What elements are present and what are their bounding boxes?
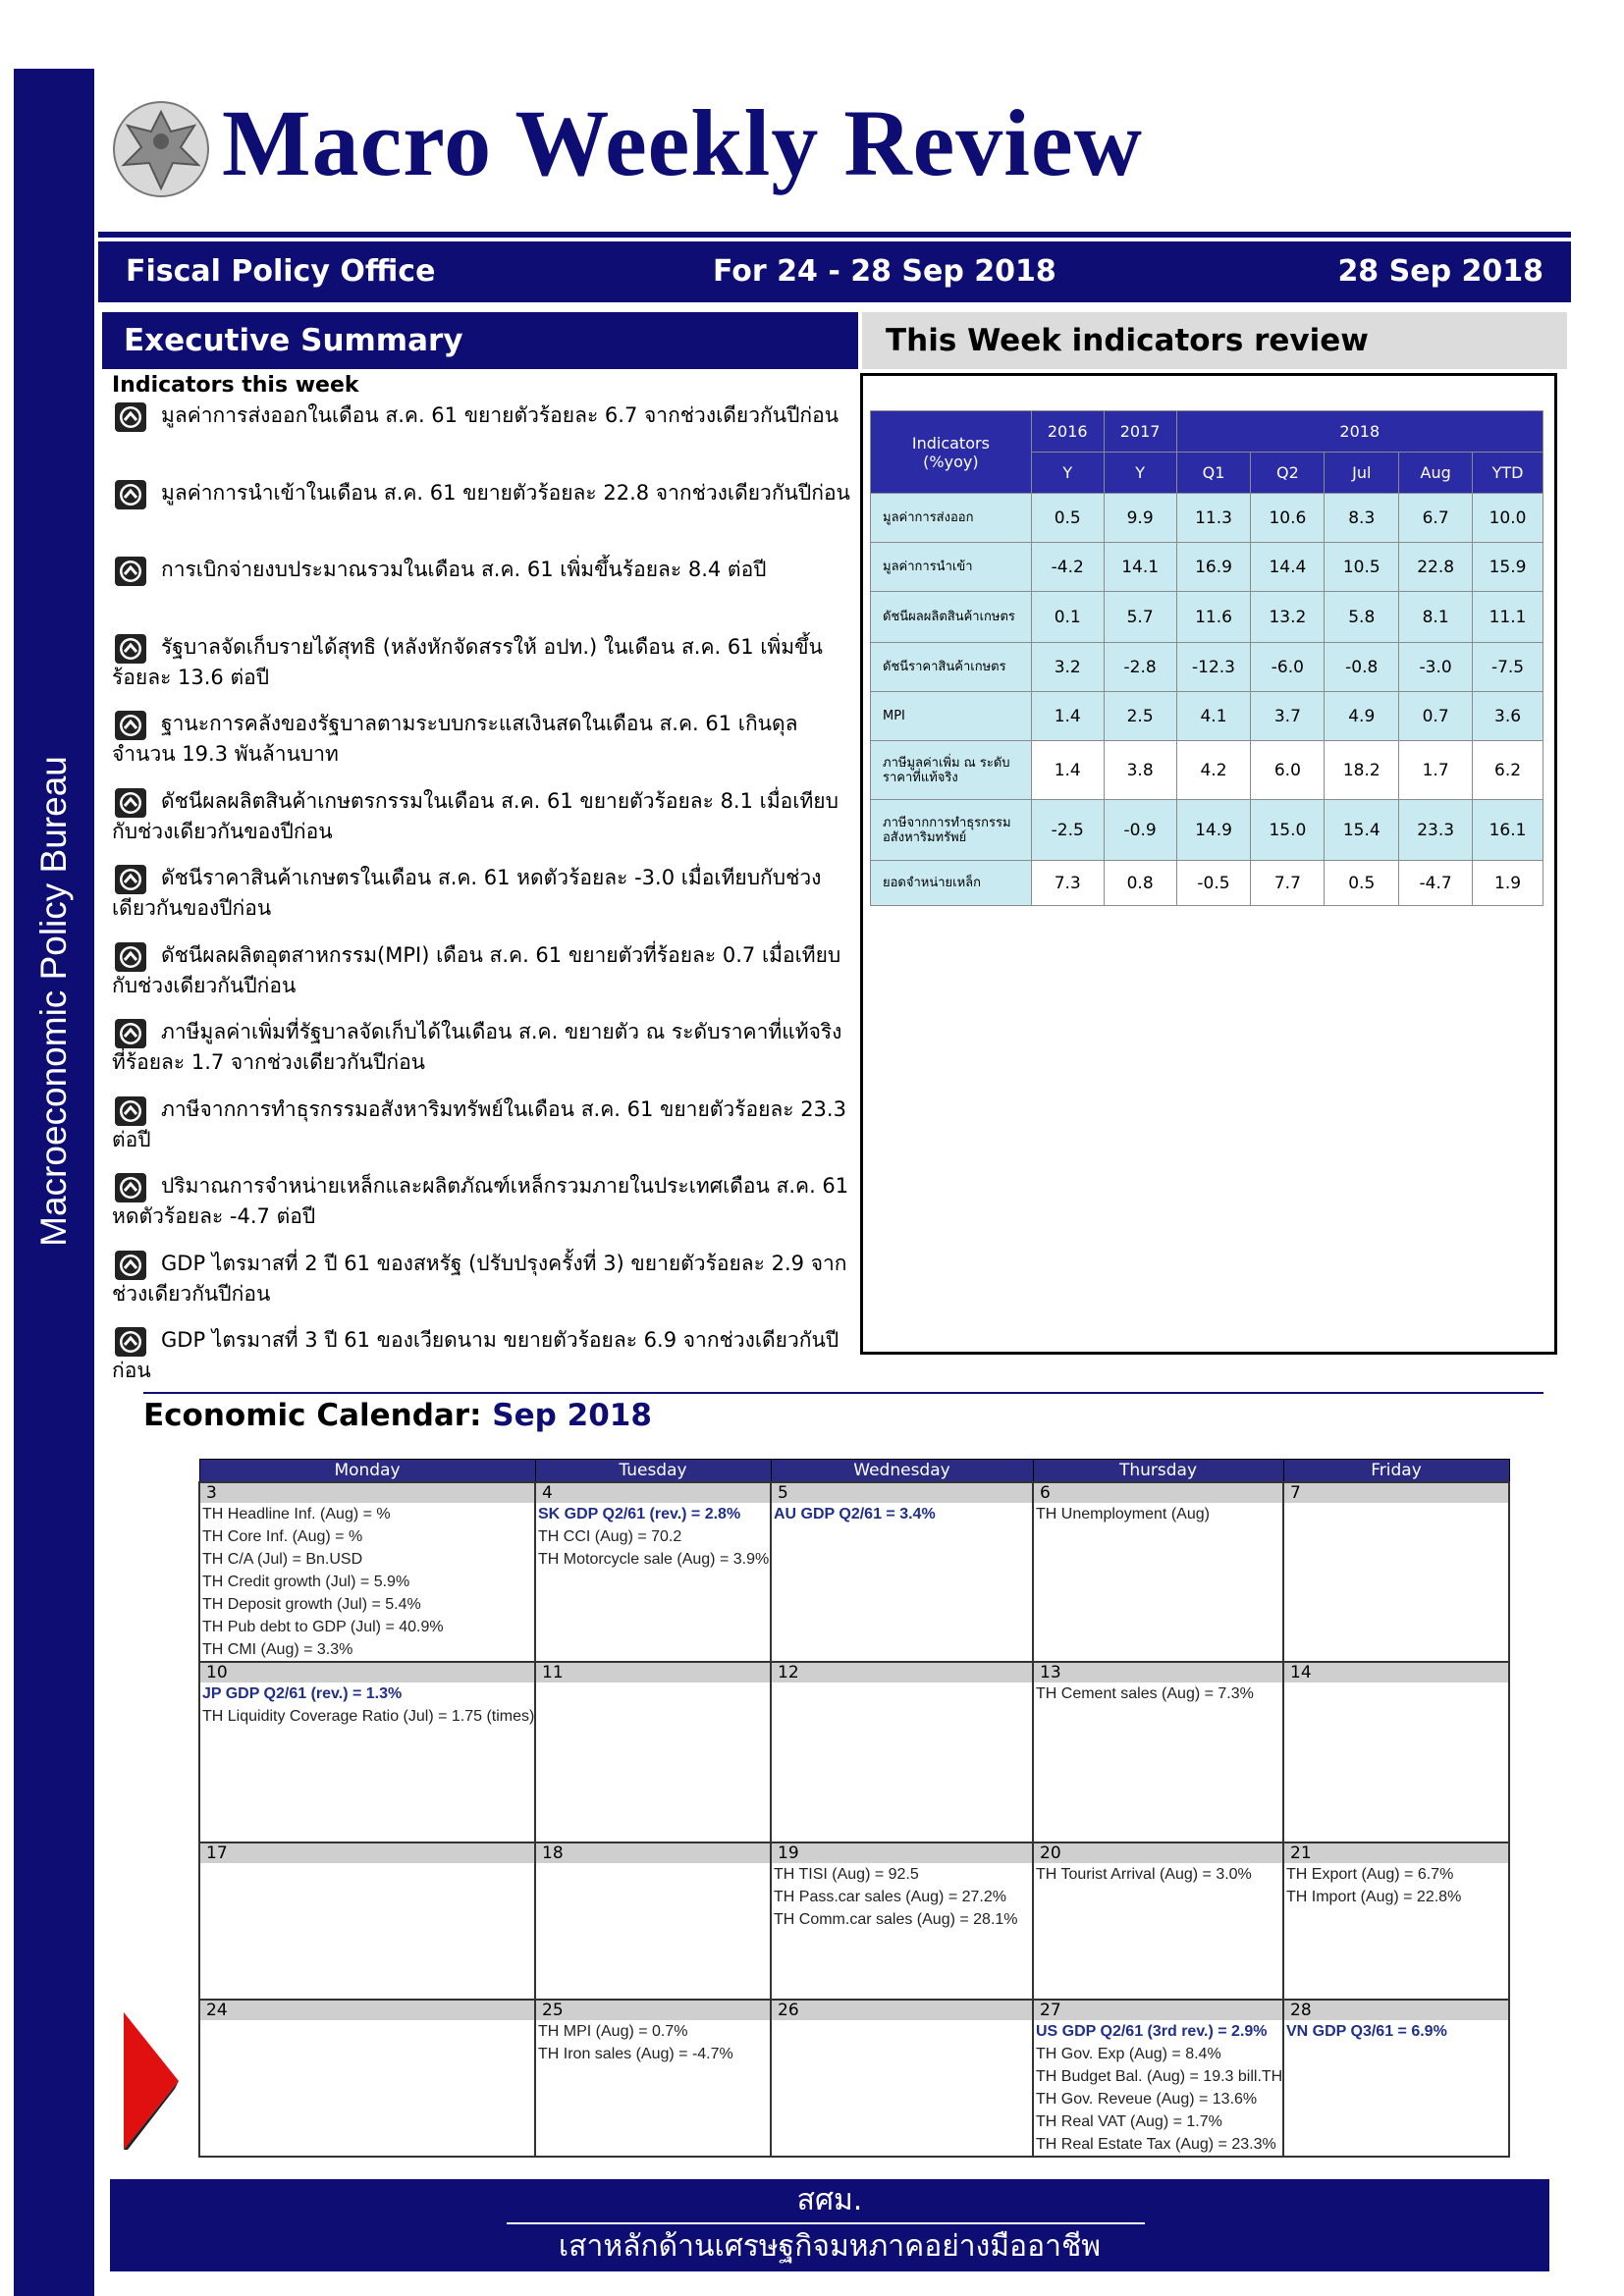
calendar-event: AU GDP Q2/61 = 3.4% [774,1506,936,1522]
calendar-event: TH Deposit growth (Jul) = 5.4% [202,1596,421,1613]
report-date: 28 Sep 2018 [1337,254,1543,289]
table-cell: 1.4 [1031,741,1104,800]
calendar-title: Economic Calendar: Sep 2018 [143,1398,652,1433]
table-cell: 1.9 [1473,861,1543,906]
table-row [871,800,1543,861]
summary-bullet-text: มูลค่าการนำเข้าในเดือน ส.ค. 61 ขยายตัวร้อยละ 22.8 จากช่วงเดียวกันปีก่อน [161,480,850,505]
day-number: 21 [1284,1843,1508,1863]
table-cell: 15.4 [1325,800,1399,861]
calendar-cell [771,1662,1033,1842]
day-number: 5 [772,1483,1032,1503]
day-number: 27 [1034,2001,1282,2020]
calendar-event: TH Liquidity Coverage Ratio (Jul) = 1.75 (times) [202,1708,534,1725]
row-label: ภาษีจากการทำธุรกรรมอสังหาริมทรัพย์ [871,800,1032,861]
table-cell: 0.7 [1399,692,1473,741]
table-row [871,741,1543,800]
row-label: มูลค่าการส่งออก [871,494,1032,543]
day-number: 3 [200,1483,534,1503]
document-title: Macro Weekly Review [222,90,1143,195]
summary-bullet [112,555,850,632]
table-cell: 10.0 [1473,494,1543,543]
day-number: 7 [1284,1483,1508,1503]
table-cell: 8.3 [1325,494,1399,543]
column-subheader: Jul [1325,453,1399,494]
chevron-up-icon [114,401,147,433]
row-label: ภาษีมูลค่าเพิ่ม ณ ระดับราคาที่แท้จริง [871,741,1032,800]
table-cell: 14.1 [1104,543,1176,592]
row-label: ดัชนีราคาสินค้าเกษตร [871,643,1032,692]
chevron-up-icon [114,1095,147,1127]
calendar-event: TH Import (Aug) = 22.8% [1286,1889,1462,1905]
day-number: 25 [536,2001,770,2020]
table-cell: 4.2 [1176,741,1251,800]
summary-bullet [112,709,850,786]
chevron-up-icon [114,556,147,587]
table-cell: -0.9 [1104,800,1176,861]
day-number: 11 [536,1663,770,1682]
table-cell: 16.9 [1176,543,1251,592]
table-row [871,861,1543,906]
calendar-event: TH Real Estate Tax (Aug) = 23.3% [1036,2136,1276,2153]
table-cell: 8.1 [1399,592,1473,643]
indicator-table [870,410,1543,906]
row-label: ดัชนีผลผลิตสินค้าเกษตร [871,592,1032,643]
row-label: MPI [871,692,1032,741]
calendar-month: Sep 2018 [492,1398,652,1433]
table-cell: 6.0 [1251,741,1325,800]
table-cell: 4.9 [1325,692,1399,741]
summary-bullet [112,632,850,710]
header-rule [98,232,1571,238]
table-cell: -12.3 [1176,643,1251,692]
table-cell: 7.3 [1031,861,1104,906]
calendar-event: TH C/A (Jul) = Bn.USD [202,1551,363,1568]
weekday-header: Tuesday [535,1460,771,1483]
table-cell: 3.7 [1251,692,1325,741]
summary-bullet-text: มูลค่าการส่งออกในเดือน ส.ค. 61 ขยายตัวร้อยละ 6.7 จากช่วงเดียวกันปีก่อน [161,403,839,427]
table-cell: -3.0 [1399,643,1473,692]
table-cell: 11.1 [1473,592,1543,643]
table-cell: -0.5 [1176,861,1251,906]
table-row [871,543,1543,592]
summary-bullet [112,786,850,864]
table-cell: 2.5 [1104,692,1176,741]
day-number: 28 [1284,2001,1508,2020]
calendar-cell [199,2000,535,2157]
table-cell: 3.8 [1104,741,1176,800]
table-cell: 16.1 [1473,800,1543,861]
summary-bullet-text: ภาษีมูลค่าเพิ่มที่รัฐบาลจัดเก็บได้ในเดือน ส.ค. ขยายตัว ณ ระดับราคาที่แท้จริงที่ร้อยละ 1.7 จากช่วงเดียวกันปีก่อน [112,1020,842,1074]
table-cell: 0.5 [1031,494,1104,543]
calendar-cell [199,1482,535,1662]
chevron-up-icon [114,710,147,741]
column-subheader: Y [1031,453,1104,494]
summary-bullet [112,1017,850,1095]
calendar-event: JP GDP Q2/61 (rev.) = 1.3% [202,1685,403,1702]
table-row [871,494,1543,543]
summary-bullet [112,863,850,940]
table-cell: 11.6 [1176,592,1251,643]
summary-bullet [112,940,850,1018]
day-number: 18 [536,1843,770,1863]
table-cell: 18.2 [1325,741,1399,800]
calendar-event: TH MPI (Aug) = 0.7% [538,2023,688,2040]
footer-slogan: เสาหลักด้านเศรษฐกิจมหภาคอย่างมืออาชีพ [558,2229,1102,2264]
summary-bullet-text: ดัชนีราคาสินค้าเกษตรในเดือน ส.ค. 61 หดตัวร้อยละ -3.0 เมื่อเทียบกับช่วงเดียวกันของปีก่อน [112,866,822,920]
column-subheader: YTD [1473,453,1543,494]
calendar-cell [535,1842,771,2000]
weekday-header: Monday [199,1460,535,1483]
summary-bullet-text: GDP ไตรมาสที่ 2 ปี 61 ของสหรัฐ (ปรับปรุงครั้งที่ 3) ขยายตัวร้อยละ 2.9 จากช่วงเดียวกันปีก่อน [112,1251,847,1306]
year-2017: 2017 [1104,411,1176,453]
garuda-emblem-icon [110,98,212,200]
day-number: 17 [200,1843,534,1863]
table-row [871,692,1543,741]
calendar-event: TH Export (Aug) = 6.7% [1286,1866,1454,1883]
calendar-week [199,1662,1509,1842]
day-number: 20 [1034,1843,1282,1863]
summary-bullet [112,1325,850,1403]
calendar-event: TH Core Inf. (Aug) = % [202,1528,363,1545]
table-cell: 14.9 [1176,800,1251,861]
table-cell: 11.3 [1176,494,1251,543]
row-label: ยอดจำหน่ายเหล็ก [871,861,1032,906]
row-label: มูลค่าการนำเข้า [871,543,1032,592]
table-cell: 0.1 [1031,592,1104,643]
calendar-event: TH Iron sales (Aug) = -4.7% [538,2046,733,2062]
day-number: 10 [200,1663,534,1682]
summary-bullet [112,1095,850,1172]
calendar-event: TH CMI (Aug) = 3.3% [202,1641,353,1658]
chevron-up-icon [114,864,147,895]
calendar-cell [1033,1662,1283,1842]
table-cell: 6.7 [1399,494,1473,543]
calendar-cell [535,1662,771,1842]
day-number: 19 [772,1843,1032,1863]
calendar-week [199,2000,1509,2157]
summary-bullet-text: ปริมาณการจำหน่ายเหล็กและผลิตภัณฑ์เหล็กรวมภายในประเทศเดือน ส.ค. 61 หดตัวร้อยละ -4.7 ต่อปี [112,1174,849,1228]
table-cell: -6.0 [1251,643,1325,692]
chevron-up-icon [114,633,147,665]
calendar-event: TH Credit growth (Jul) = 5.9% [202,1574,410,1590]
calendar-cell [535,1482,771,1662]
calendar-cell [1033,1482,1283,1662]
summary-bullet-list [112,400,850,1403]
report-period: For 24 - 28 Sep 2018 [713,254,1056,289]
summary-bullet-text: รัฐบาลจัดเก็บรายได้สุทธิ (หลังหักจัดสรรให้ อปท.) ในเดือน ส.ค. 61 เพิ่มขึ้นร้อยละ 13.6 ต่อปี [112,634,823,689]
calendar-cell [199,1842,535,2000]
column-subheader: Aug [1399,453,1473,494]
summary-bullet-text: ดัชนีผลผลิตสินค้าเกษตรกรรมในเดือน ส.ค. 61 ขยายตัวร้อยละ 8.1 เมื่อเทียบกับช่วงเดียวกันของปีก่อน [112,788,839,843]
economic-calendar [198,1459,1510,2158]
calendar-cell [1283,1842,1509,2000]
table-row [871,643,1543,692]
table-cell: 1.4 [1031,692,1104,741]
table-cell: 0.5 [1325,861,1399,906]
calendar-event: TH Motorcycle sale (Aug) = 3.9% [538,1551,770,1568]
weekday-header: Thursday [1033,1460,1283,1483]
year-2016: 2016 [1031,411,1104,453]
table-cell: -0.8 [1325,643,1399,692]
summary-bullet-text: ดัชนีผลผลิตอุตสาหกรรม(MPI) เดือน ส.ค. 61 ขยายตัวที่ร้อยละ 0.7 เมื่อเทียบกับช่วงเดียวกันปีก่อน [112,942,841,997]
calendar-week [199,1842,1509,2000]
calendar-event: TH Gov. Reveue (Aug) = 13.6% [1036,2091,1258,2108]
table-cell: 15.9 [1473,543,1543,592]
table-cell: -2.8 [1104,643,1176,692]
table-cell: 10.6 [1251,494,1325,543]
calendar-event: TH Pass.car sales (Aug) = 27.2% [774,1889,1006,1905]
chevron-up-icon [114,1326,147,1358]
table-cell: -4.7 [1399,861,1473,906]
table-cell: 3.6 [1473,692,1543,741]
calendar-event: TH TISI (Aug) = 92.5 [774,1866,919,1883]
calendar-event: TH Unemployment (Aug) [1036,1506,1210,1522]
table-cell: -7.5 [1473,643,1543,692]
day-number: 12 [772,1663,1032,1682]
chevron-up-icon [114,941,147,973]
table-cell: 15.0 [1251,800,1325,861]
calendar-event: TH Tourist Arrival (Aug) = 3.0% [1036,1866,1252,1883]
table-cell: 5.8 [1325,592,1399,643]
table-cell: 23.3 [1399,800,1473,861]
day-number: 24 [200,2001,534,2020]
calendar-event: TH Pub debt to GDP (Jul) = 40.9% [202,1619,444,1635]
footer-rule [507,2222,1145,2224]
summary-bullet [112,478,850,556]
calendar-cell [1283,1662,1509,1842]
year-2018: 2018 [1176,411,1543,453]
indicators-this-week-heading: Indicators this week [112,373,359,398]
column-subheader: Y [1104,453,1176,494]
calendar-week [199,1482,1509,1662]
chevron-up-icon [114,1172,147,1203]
calendar-event: VN GDP Q3/61 = 6.9% [1286,2023,1447,2040]
header-band [98,241,1571,302]
day-number: 13 [1034,1663,1282,1682]
weekday-header: Friday [1283,1460,1509,1483]
table-cell: 3.2 [1031,643,1104,692]
table-cell: 14.4 [1251,543,1325,592]
table-cell: 6.2 [1473,741,1543,800]
calendar-event: US GDP Q2/61 (3rd rev.) = 2.9% [1036,2023,1268,2040]
calendar-cell [535,2000,771,2157]
calendar-cell [1283,1482,1509,1662]
table-cell: 4.1 [1176,692,1251,741]
calendar-event: TH Gov. Exp (Aug) = 8.4% [1036,2046,1221,2062]
calendar-cell [771,1842,1033,2000]
table-cell: 7.7 [1251,861,1325,906]
calendar-cell [1033,2000,1283,2157]
summary-bullet [112,400,850,478]
red-arrow-icon [124,2012,179,2150]
table-corner: Indicators (%yoy) [871,411,1032,494]
table-cell: -4.2 [1031,543,1104,592]
chevron-up-icon [114,787,147,819]
calendar-cell [771,1482,1033,1662]
chevron-up-icon [114,479,147,510]
calendar-event: TH Budget Bal. (Aug) = 19.3 bill.TH [1036,2068,1282,2085]
calendar-rule [143,1392,1543,1394]
calendar-event: TH CCI (Aug) = 70.2 [538,1528,682,1545]
chevron-up-icon [114,1018,147,1049]
column-subheader: Q1 [1176,453,1251,494]
indicators-review-heading: This Week indicators review [862,312,1567,369]
summary-bullet-text: ฐานะการคลังของรัฐบาลตามระบบกระแสเงินสดในเดือน ส.ค. 61 เกินดุลจำนวน 19.3 พันล้านบาท [112,712,798,766]
day-number: 14 [1284,1663,1508,1682]
chevron-up-icon [114,1250,147,1281]
table-cell: -2.5 [1031,800,1104,861]
summary-bullet [112,1249,850,1326]
day-number: 26 [772,2001,1032,2020]
table-cell: 10.5 [1325,543,1399,592]
table-cell: 5.7 [1104,592,1176,643]
day-number: 4 [536,1483,770,1503]
calendar-cell [199,1662,535,1842]
sidebar-label: Macroeconomic Policy Bureau [33,756,74,1247]
summary-bullet [112,1171,850,1249]
calendar-cell [1283,2000,1509,2157]
summary-bullet-text: GDP ไตรมาสที่ 3 ปี 61 ของเวียดนาม ขยายตัวร้อยละ 6.9 จากช่วงเดียวกันปีก่อน [112,1328,839,1382]
day-number: 6 [1034,1483,1282,1503]
footer-acronym: สศม. [796,2183,863,2217]
table-cell: 13.2 [1251,592,1325,643]
calendar-event: SK GDP Q2/61 (rev.) = 2.8% [538,1506,741,1522]
calendar-event: TH Comm.car sales (Aug) = 28.1% [774,1911,1018,1928]
column-subheader: Q2 [1251,453,1325,494]
calendar-event: TH Cement sales (Aug) = 7.3% [1036,1685,1254,1702]
table-cell: 0.8 [1104,861,1176,906]
table-row [871,592,1543,643]
office-name: Fiscal Policy Office [126,254,436,289]
footer-band [110,2179,1549,2271]
executive-summary-heading: Executive Summary [102,312,858,369]
table-cell: 22.8 [1399,543,1473,592]
weekday-header: Wednesday [771,1460,1033,1483]
calendar-event: TH Headline Inf. (Aug) = % [202,1506,391,1522]
summary-bullet-text: ภาษีจากการทำธุรกรรมอสังหาริมทรัพย์ในเดือน ส.ค. 61 ขยายตัวร้อยละ 23.3 ต่อปี [112,1096,846,1151]
calendar-cell [771,2000,1033,2157]
table-cell: 1.7 [1399,741,1473,800]
summary-bullet-text: การเบิกจ่ายงบประมาณรวมในเดือน ส.ค. 61 เพิ่มขึ้นร้อยละ 8.4 ต่อปี [161,558,767,581]
table-cell: 9.9 [1104,494,1176,543]
calendar-cell [1033,1842,1283,2000]
calendar-event: TH Real VAT (Aug) = 1.7% [1036,2113,1222,2130]
